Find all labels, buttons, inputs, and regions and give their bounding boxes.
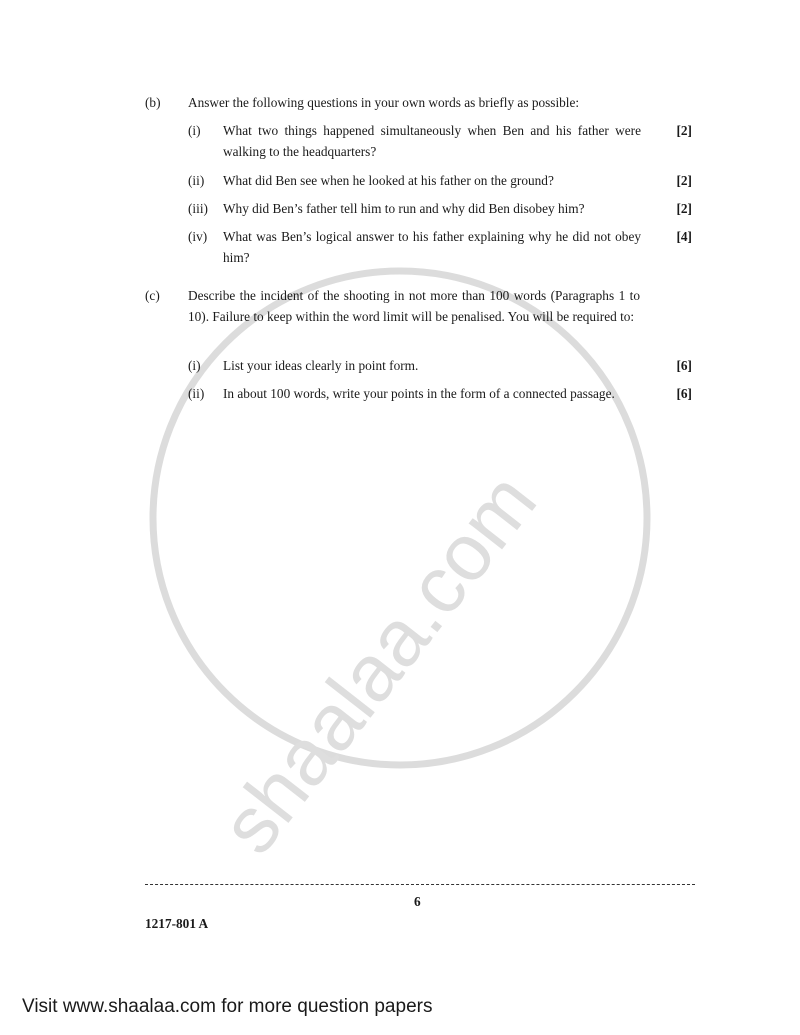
question-number: (ii)	[188, 173, 205, 188]
watermark-text: shaalaa.com	[203, 456, 554, 870]
question-text: What two things happened simultaneously when Ben and his father were walking to the headquarters?	[223, 123, 641, 159]
page-number: 6	[414, 894, 421, 909]
question-marks: [2]	[676, 173, 692, 188]
question-text: Why did Ben’s father tell him to run and why did Ben disobey him?	[223, 201, 585, 216]
question-marks: [6]	[676, 386, 692, 401]
part-b-label: (b)	[145, 95, 161, 110]
question-number: (iv)	[188, 229, 208, 244]
watermark-circle	[153, 271, 647, 765]
paper-code: 1217-801 A	[145, 916, 209, 931]
question-text: What was Ben’s logical answer to his father explaining why he did not obey him?	[223, 229, 641, 265]
part-c-instruction: Describe the incident of the shooting in not more than 100 words (Paragraphs 1 to 10). Failure to keep within the word limit will be penalised. You will be required to:	[188, 288, 640, 324]
part-c-label: (c)	[145, 288, 160, 303]
footer-note: Visit www.shaalaa.com for more question papers	[22, 996, 433, 1017]
question-text: List your ideas clearly in point form.	[223, 358, 419, 373]
question-marks: [4]	[676, 229, 692, 244]
question-number: (i)	[188, 358, 201, 373]
footer-divider	[145, 884, 695, 885]
question-number: (iii)	[188, 201, 208, 216]
part-b-instruction: Answer the following questions in your own words as briefly as possible:	[188, 95, 580, 110]
question-marks: [2]	[676, 201, 692, 216]
question-number: (ii)	[188, 386, 205, 401]
question-text: In about 100 words, write your points in the form of a connected passage.	[223, 386, 615, 401]
question-text: What did Ben see when he looked at his father on the ground?	[223, 173, 554, 188]
question-marks: [2]	[676, 123, 692, 138]
question-marks: [6]	[676, 358, 692, 373]
question-number: (i)	[188, 123, 201, 138]
